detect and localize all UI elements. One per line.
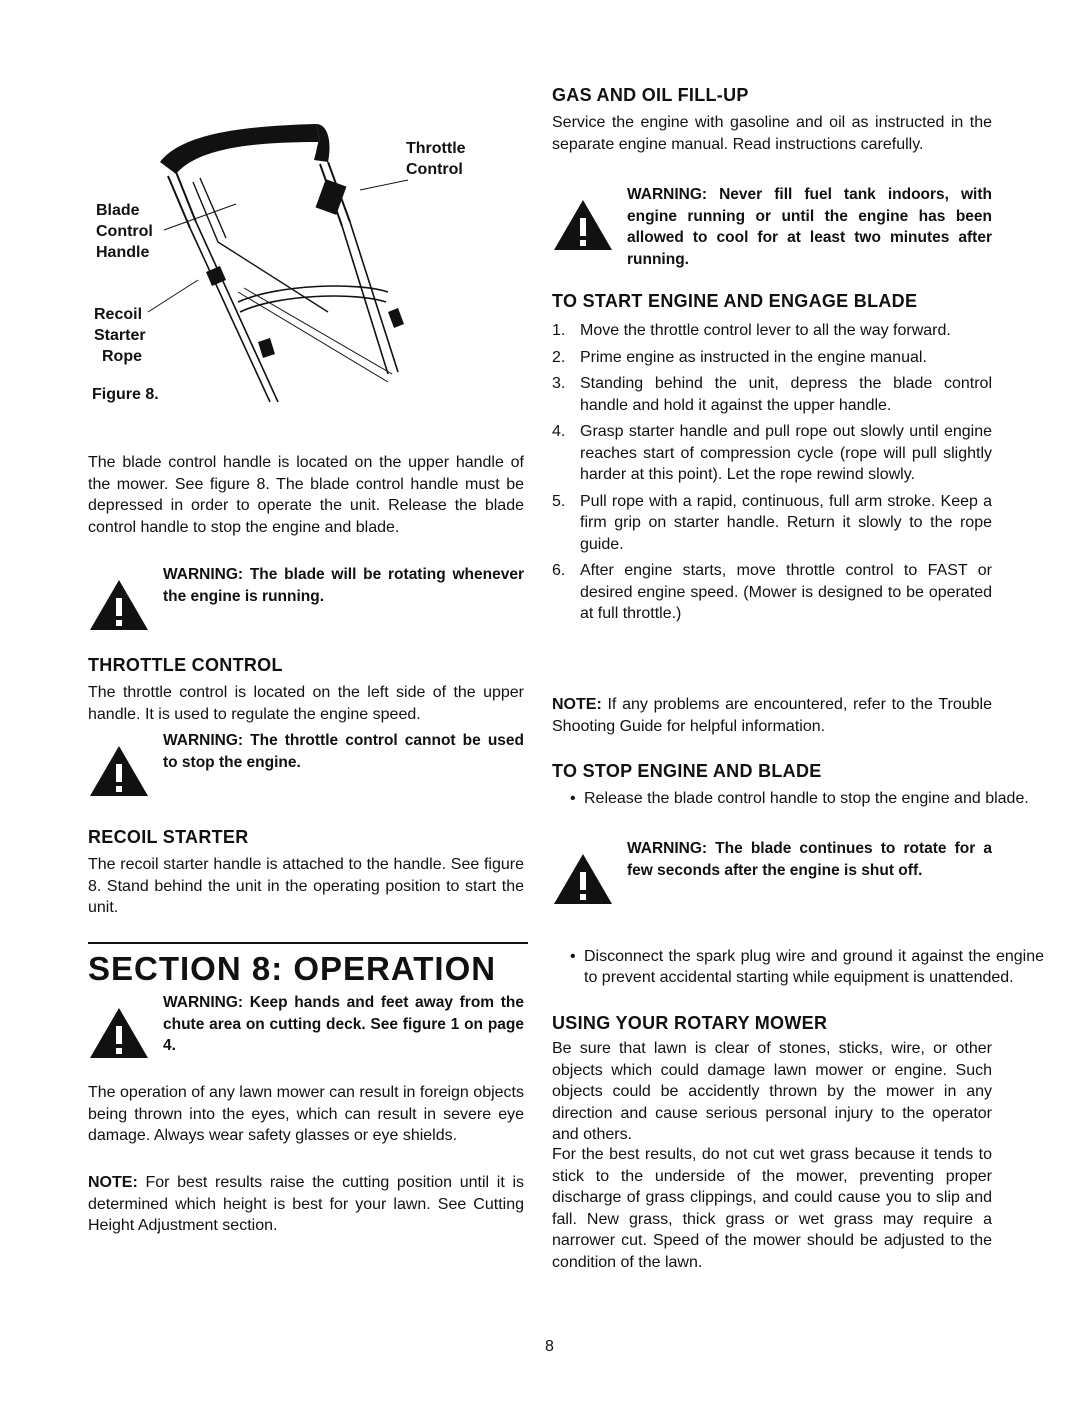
start-engine-heading: TO START ENGINE AND ENGAGE BLADE <box>552 291 918 311</box>
rotary-paragraph-2: For the best results, do not cut wet grass because it tends to stick to the underside of the mower, preventing proper discharge of grass clippings, and could cause you to slip and fall. New grass, thick grass or wet grass may require a narrower cut. Speed of the mower should be adjusted to the condition of the lawn. <box>552 1146 992 1271</box>
throttle-paragraph: The throttle control is located on the left side of the upper handle. It is used to regulate the engine speed. <box>88 684 524 723</box>
section-divider <box>88 942 528 944</box>
gas-oil-paragraph: Service the engine with gasoline and oil as instructed in the separate engine manual. Read instructions carefully. <box>552 114 992 153</box>
list-item: 3. Standing behind the unit, depress the blade control handle and hold it against the upper handle. <box>552 375 992 414</box>
warning-blade-rotating: WARNING: The blade will be rotating whenever the engine is running. <box>88 564 524 607</box>
right-column <box>552 0 1044 1271</box>
list-item: 4. Grasp starter handle and pull rope out slowly until engine reaches start of compression cycle (rope will pull slightly harder at this point). Let the rope rewind slowly. <box>552 423 992 483</box>
section-title: SECTION 8: OPERATION <box>88 950 497 987</box>
throttle-control-heading: THROTTLE CONTROL <box>88 655 283 675</box>
list-item: 6. After engine starts, move throttle control to FAST or desired engine speed. (Mower is designed to be operated at full throttle.) <box>552 562 992 622</box>
figure-caption: Figure 8. <box>92 386 159 403</box>
blade-control-paragraph: The blade control handle is located on the upper handle of the mower. See figure 8. The blade control handle must be depressed in order to operate the unit. Release the blade control handle to stop the engine and blade. <box>88 454 524 536</box>
warning-triangle-icon <box>88 1006 150 1060</box>
bullet-release-blade: • Release the blade control handle to stop the engine and blade. <box>570 790 1029 807</box>
warning-throttle: WARNING: The throttle control cannot be used to stop the engine. <box>88 730 524 773</box>
figure-label-throttle: Throttle Control <box>406 140 466 178</box>
warning-fuel: WARNING: Never fill fuel tank indoors, with engine running or until the engine has been allowed to cool for at least two minutes after running. <box>552 184 992 270</box>
recoil-paragraph: The recoil starter handle is attached to the handle. See figure 8. Stand behind the unit in the operating position to start the unit. <box>88 856 524 916</box>
warning-triangle-icon <box>552 198 614 252</box>
page-number: 8 <box>545 1338 554 1355</box>
operation-paragraph: The operation of any lawn mower can result in foreign objects being thrown into the eyes, which can result in severe eye damage. Always wear safety glasses or eye shields. <box>88 1084 524 1144</box>
stop-engine-heading: TO STOP ENGINE AND BLADE <box>552 761 822 781</box>
start-steps-list <box>532 320 992 630</box>
figure-label-recoil-starter-rope: Recoil Starter Rope <box>94 306 146 365</box>
warning-keep-hands: WARNING: Keep hands and feet away from the chute area on cutting deck. See figure 1 on page 4. <box>88 992 524 1057</box>
recoil-starter-heading: RECOIL STARTER <box>88 827 249 847</box>
list-item: 2. Prime engine as instructed in the engine manual. <box>552 348 927 366</box>
warning-triangle-icon <box>88 744 150 798</box>
bullet-disconnect-spark-plug: • Disconnect the spark plug wire and ground it against the engine to prevent accidental starting while equipment is unattended. <box>570 947 1044 986</box>
warning-blade-continues: WARNING: The blade continues to rotate for a few seconds after the engine is shut off. <box>552 838 992 881</box>
list-item: 5. Pull rope with a rapid, continuous, full arm stroke. Keep a firm grip on starter handle. Return it slowly to the rope guide. <box>552 492 992 553</box>
note-cutting-height: NOTE: For best results raise the cutting position until it is determined which height is best for your lawn. See Cutting Height Adjustment section. <box>88 1174 524 1234</box>
figure-8 <box>88 112 508 422</box>
figure-label-blade-control-handle: Blade Control Handle <box>96 202 153 261</box>
rotary-paragraph-1: Be sure that lawn is clear of stones, sticks, wire, or other objects which could damage lawn mower or engine. Such objects could be accidently thrown by the mower in any direction and cause serious personal injury to the operator and others. <box>552 1040 992 1143</box>
warning-triangle-icon <box>88 578 150 632</box>
list-item: 1. Move the throttle control lever to all the way forward. <box>552 322 951 339</box>
gas-oil-heading: GAS AND OIL FILL-UP <box>552 85 749 105</box>
warning-triangle-icon <box>552 852 614 906</box>
rotary-mower-heading: USING YOUR ROTARY MOWER <box>552 1013 828 1033</box>
note-trouble-shooting: NOTE: If any problems are encountered, refer to the Trouble Shooting Guide for helpful information. <box>552 696 992 735</box>
